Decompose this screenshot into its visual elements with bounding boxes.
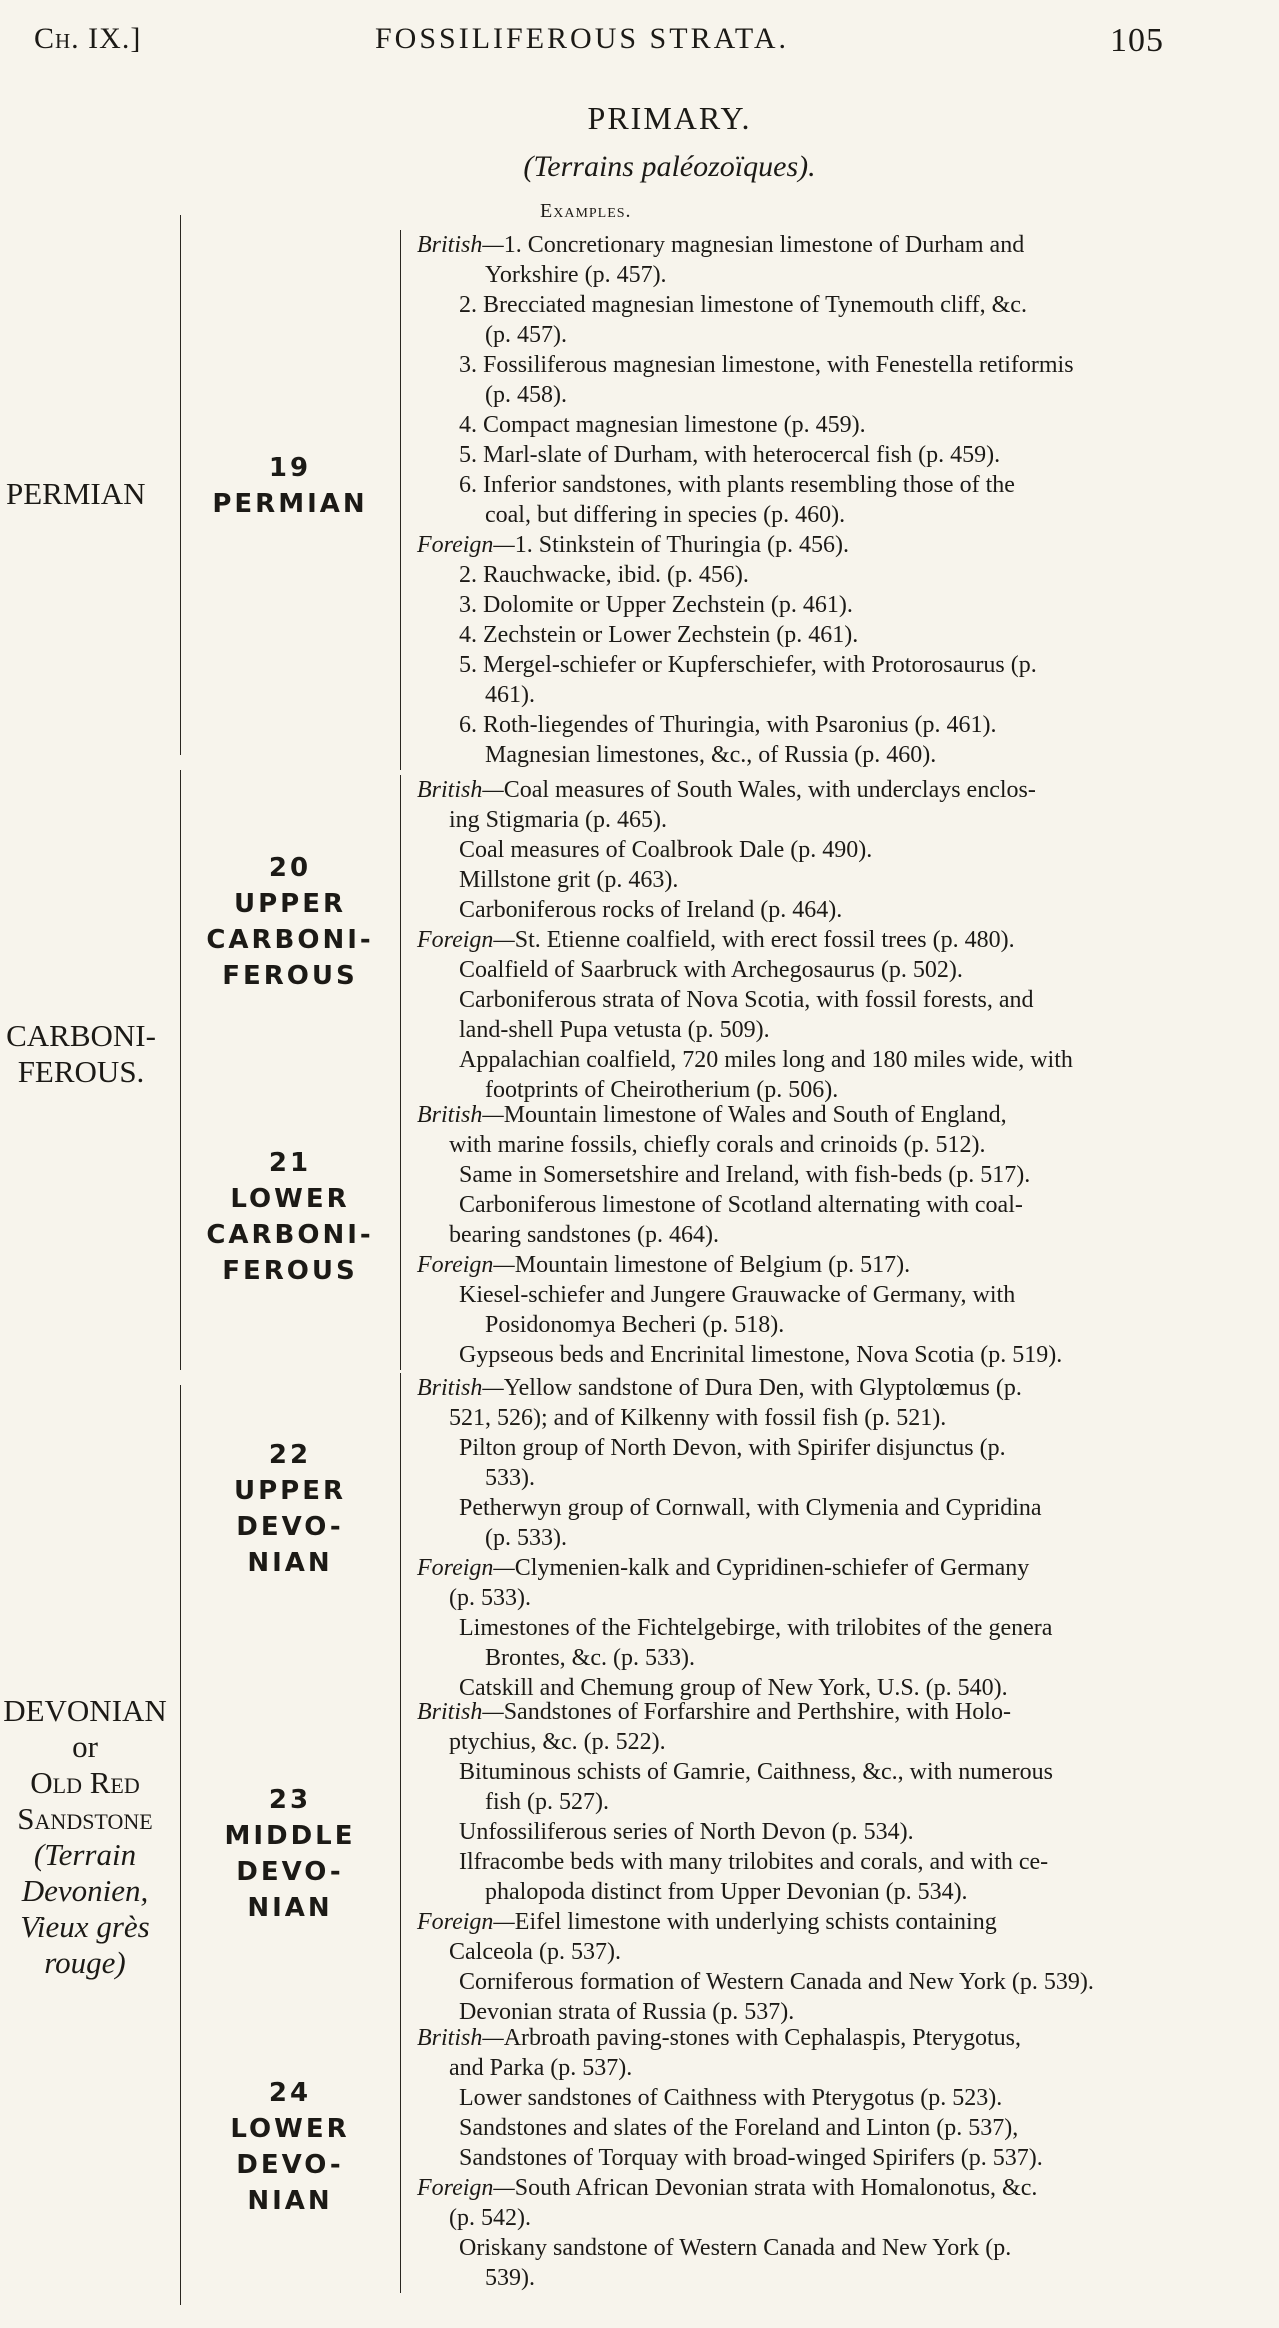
example-line: Foreign—Eifel limestone with underlying schists containing — [417, 1909, 997, 1935]
example-line: 2. Brecciated magnesian limestone of Tynemouth cliff, &c. — [459, 292, 1027, 318]
example-line: (p. 533). — [449, 1585, 531, 1611]
example-line: British—Mountain limestone of Wales and South of England, — [417, 1102, 1007, 1128]
example-line: (p. 458). — [485, 382, 567, 408]
example-line: 521, 526); and of Kilkenny with fossil fish (p. 521). — [449, 1405, 947, 1431]
example-line: Devonian strata of Russia (p. 537). — [459, 1999, 795, 2025]
example-line: 461). — [485, 682, 535, 708]
example-line: Carboniferous rocks of Ireland (p. 464). — [459, 897, 843, 923]
stage-number: 19 — [268, 453, 312, 483]
example-line: 4. Zechstein or Lower Zechstein (p. 461). — [459, 622, 859, 648]
example-line: Foreign—Mountain limestone of Belgium (p. 517). — [417, 1252, 911, 1278]
example-line: British—1. Concretionary magnesian limestone of Durham and — [417, 232, 1025, 258]
stage-name-line3: NIAN — [247, 1548, 333, 1578]
stage-20 — [180, 850, 400, 994]
example-line: Ilfracombe beds with many trilobites and corals, and with ce- — [459, 1849, 1049, 1875]
example-line: Gypseous beds and Encrinital limestone, Nova Scotia (p. 519). — [459, 1342, 1063, 1368]
example-line: Oriskany sandstone of Western Canada and New York (p. — [459, 2235, 1012, 2261]
system-devonian-line2: or — [72, 1729, 98, 1764]
example-line: ptychius, &c. (p. 522). — [449, 1729, 666, 1755]
stage-number: 22 — [268, 1440, 312, 1470]
stage-24 — [180, 2075, 400, 2219]
stage-name-line2: DEVO- — [236, 2150, 344, 2180]
stage-name-line3: NIAN — [247, 2186, 333, 2216]
stage-name-line1: LOWER — [230, 1184, 350, 1214]
example-line: Corniferous formation of Western Canada and New York (p. 539). — [459, 1969, 1094, 1995]
example-line: British—Yellow sandstone of Dura Den, with Glyptolœmus (p. — [417, 1375, 1022, 1401]
example-line: 539). — [485, 2265, 535, 2291]
example-line: Unfossiliferous series of North Devon (p. 534). — [459, 1819, 914, 1845]
example-line: Sandstones of Torquay with broad-winged Spirifers (p. 537). — [459, 2145, 1043, 2171]
example-line: Coal measures of Coalbrook Dale (p. 490). — [459, 837, 873, 863]
example-line: Yorkshire (p. 457). — [485, 262, 667, 288]
example-line: bearing sandstones (p. 464). — [449, 1222, 719, 1248]
example-line: coal, but differing in species (p. 460). — [485, 502, 846, 528]
stage-22 — [180, 1437, 400, 1581]
example-line: Millstone grit (p. 463). — [459, 867, 679, 893]
example-line: Magnesian limestones, &c., of Russia (p. 460). — [485, 742, 937, 768]
example-line: Bituminous schists of Gamrie, Caithness, &c., with numerous — [459, 1759, 1053, 1785]
example-line: Coalfield of Saarbruck with Archegosaurus (p. 502). — [459, 957, 963, 983]
example-line: Kiesel-schiefer and Jungere Grauwacke of Germany, with — [459, 1282, 1016, 1308]
example-line: British—Sandstones of Forfarshire and Perthshire, with Holo- — [417, 1699, 1011, 1725]
stage-name-line2: DEVO- — [236, 1512, 344, 1542]
example-line: Same in Somersetshire and Ireland, with fish-beds (p. 517). — [459, 1162, 1031, 1188]
stage-number: 24 — [268, 2078, 312, 2108]
example-line: ing Stigmaria (p. 465). — [449, 807, 667, 833]
example-line: Carboniferous limestone of Scotland alternating with coal- — [459, 1192, 1023, 1218]
stage-name-line1: UPPER — [233, 1476, 346, 1506]
stage-number: 23 — [268, 1785, 312, 1815]
examples-permian — [400, 230, 1250, 770]
system-devonian-line3: Old Red — [30, 1765, 140, 1800]
example-line: 2. Rauchwacke, ibid. (p. 456). — [459, 562, 749, 588]
examples-lower-devonian — [400, 2023, 1250, 2293]
chapter-header: Ch. IX.] — [34, 22, 142, 55]
system-carboniferous-line2: FEROUS. — [17, 1054, 145, 1089]
examples-label: Examples. — [540, 200, 632, 222]
stage-name-line3: NIAN — [247, 1893, 333, 1923]
stage-21 — [180, 1145, 400, 1289]
system-permian: PERMIAN — [6, 476, 146, 511]
system-devonian-line5: (Terrain — [33, 1837, 137, 1872]
stage-name-line3: FEROUS — [222, 1256, 358, 1286]
examples-lower-carboniferous — [400, 1100, 1250, 1370]
stage-name-line1: LOWER — [230, 2114, 350, 2144]
example-line: land-shell Pupa vetusta (p. 509). — [459, 1017, 770, 1043]
stage-name-line2: DEVO- — [236, 1857, 344, 1887]
stage-19 — [180, 450, 400, 522]
example-line: (p. 533). — [485, 1525, 567, 1551]
example-line: Appalachian coalfield, 720 miles long and 180 miles wide, with — [459, 1047, 1073, 1073]
example-line: 533). — [485, 1465, 535, 1491]
example-line: Calceola (p. 537). — [449, 1939, 621, 1965]
example-line: Foreign—St. Etienne coalfield, with erect fossil trees (p. 480). — [417, 927, 1015, 953]
examples-upper-carboniferous — [400, 775, 1250, 1105]
example-line: 4. Compact magnesian limestone (p. 459). — [459, 412, 866, 438]
stage-23 — [180, 1782, 400, 1926]
example-line: 5. Mergel-schiefer or Kupferschiefer, with Protorosaurus (p. — [459, 652, 1037, 678]
example-line: 6. Inferior sandstones, with plants resembling those of the — [459, 472, 1015, 498]
system-devonian-line7: Vieux grès — [20, 1909, 150, 1944]
page-number: 105 — [1110, 22, 1164, 59]
example-line: Lower sandstones of Caithness with Pterygotus (p. 523). — [459, 2085, 1003, 2111]
example-line: (p. 457). — [485, 322, 567, 348]
stage-name: PERMIAN — [212, 489, 368, 519]
stage-name-line3: FEROUS — [222, 961, 358, 991]
system-carboniferous-line1: CARBONI- — [6, 1018, 156, 1053]
period-heading: PRIMARY. — [587, 100, 752, 136]
example-line: Pilton group of North Devon, with Spirifer disjunctus (p. — [459, 1435, 1006, 1461]
example-line: Foreign—Clymenien-kalk and Cypridinen-schiefer of Germany — [417, 1555, 1030, 1581]
example-line: footprints of Cheirotherium (p. 506). — [485, 1077, 839, 1103]
example-line: Foreign—1. Stinkstein of Thuringia (p. 456). — [417, 532, 849, 558]
stage-number: 21 — [268, 1148, 312, 1178]
example-line: Petherwyn group of Cornwall, with Clymenia and Cypridina — [459, 1495, 1042, 1521]
example-line: 3. Dolomite or Upper Zechstein (p. 461). — [459, 592, 853, 618]
system-devonian-line6: Devonien, — [21, 1873, 149, 1908]
examples-upper-devonian — [400, 1373, 1250, 1703]
example-line: Brontes, &c. (p. 533). — [485, 1645, 695, 1671]
stage-name-line1: UPPER — [233, 889, 346, 919]
running-title: FOSSILIFEROUS STRATA. — [375, 22, 790, 55]
stage-name-line2: CARBONI- — [206, 925, 374, 955]
system-devonian-line8: rouge) — [44, 1945, 126, 1980]
examples-middle-devonian — [400, 1697, 1250, 2027]
example-line: Sandstones and slates of the Foreland and Linton (p. 537), — [459, 2115, 1019, 2141]
stage-name-line2: CARBONI- — [206, 1220, 374, 1250]
example-line: Limestones of the Fichtelgebirge, with trilobites of the genera — [459, 1615, 1053, 1641]
period-subheading: (Terrains paléozoïques). — [523, 150, 816, 183]
system-devonian — [0, 1693, 170, 1981]
example-line: Posidonomya Becheri (p. 518). — [485, 1312, 785, 1338]
example-line: and Parka (p. 537). — [449, 2055, 633, 2081]
example-line: 3. Fossiliferous magnesian limestone, with Fenestella retiformis — [459, 352, 1074, 378]
example-line: phalopoda distinct from Upper Devonian (p. 534). — [485, 1879, 968, 1905]
stage-number: 20 — [268, 853, 312, 883]
system-devonian-line4: Sandstone — [17, 1801, 153, 1836]
example-line: British—Arbroath paving-stones with Cephalaspis, Pterygotus, — [417, 2025, 1021, 2051]
system-devonian-line1: DEVONIAN — [3, 1693, 167, 1728]
example-line: fish (p. 527). — [485, 1789, 609, 1815]
example-line: Carboniferous strata of Nova Scotia, with fossil forests, and — [459, 987, 1034, 1013]
example-line: 5. Marl-slate of Durham, with heterocercal fish (p. 459). — [459, 442, 1001, 468]
example-line: 6. Roth-liegendes of Thuringia, with Psaronius (p. 461). — [459, 712, 997, 738]
system-carboniferous — [6, 1018, 156, 1090]
example-line: British—Coal measures of South Wales, with underclays enclos- — [417, 777, 1036, 803]
example-line: Foreign—South African Devonian strata with Homalonotus, &c. — [417, 2175, 1038, 2201]
stage-name-line1: MIDDLE — [224, 1821, 356, 1851]
example-line: (p. 542). — [449, 2205, 531, 2231]
example-line: Catskill and Chemung group of New York, U.S. (p. 540). — [459, 1675, 1008, 1701]
example-line: with marine fossils, chiefly corals and crinoids (p. 512). — [449, 1132, 986, 1158]
